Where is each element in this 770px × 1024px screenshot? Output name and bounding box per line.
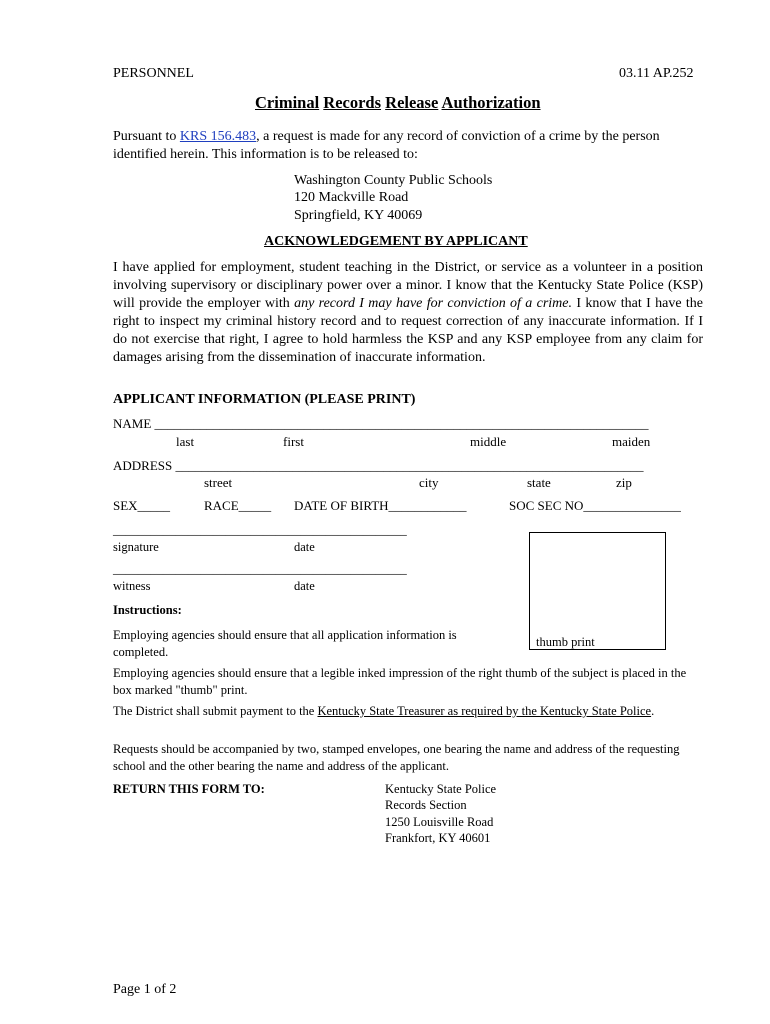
instruction-text: The District shall submit payment to the [113,704,318,718]
release-to-line: Washington County Public Schools [294,173,493,188]
witness-line[interactable]: _______________________________________________ [113,562,407,576]
signature-date-label: date [294,540,315,554]
instruction-paragraph: Employing agencies should ensure that a legible inked impression of the right thumb of the subject is placed in the box marked "thumb" print. [113,666,687,697]
document-title [255,93,541,113]
treasurer-link[interactable]: Kentucky State Treasurer as required by the Kentucky State Police [317,704,652,718]
name-sub-maiden: maiden [612,434,651,449]
address-sub-street: street [204,475,233,490]
intro-text: , a request is made for any record of conviction of a crime by the person [256,129,660,144]
address-sub-zip: zip [616,475,632,490]
release-to-line: 120 Mackville Road [294,190,409,205]
thumb-print-box[interactable] [529,532,666,650]
title-word: Authorization [441,93,541,112]
return-address-line: 1250 Louisville Road [385,815,494,829]
ssn-field[interactable]: SOC SEC NO_______________ [509,498,681,513]
intro-line-1 [113,129,660,145]
witness-label: witness [113,579,151,593]
ack-text: I know that I have the right to inspect my criminal history record and to request correction of any inaccurate information. If I do not exercise that right, I agree to hold harmless the KSP and any KSP employee from any claim for damages arising from the dissemination of inaccurate information. [113,296,703,365]
instruction-paragraph [113,703,703,720]
page-number: Page 1 of 2 [113,982,177,997]
signature-label: signature [113,540,159,554]
return-address-line: Records Section [385,798,467,812]
thumb-print-label: thumb print [536,635,595,649]
instruction-text: . [651,704,655,718]
title-word: Criminal [255,93,320,112]
signature-line[interactable]: _______________________________________________ [113,523,407,537]
ack-text-italic: any record I may have for conviction of a crime. [294,296,572,311]
address-field[interactable]: ADDRESS ________________________________________________________________________ [113,458,644,473]
name-sub-middle: middle [470,434,507,449]
intro-line-2: identified herein. This information is to be released to: [113,147,418,162]
release-to-line: Springfield, KY 40069 [294,208,423,223]
instructions-heading: Instructions: [113,603,182,617]
instruction-paragraph: Employing agencies should ensure that all application information is completed. [113,628,457,659]
return-to-label: RETURN THIS FORM TO: [113,782,265,796]
title-word: Records [323,93,382,112]
applicant-info-heading: APPLICANT INFORMATION (PLEASE PRINT) [113,392,416,407]
address-sub-city: city [419,475,439,490]
ack-text: I have applied for employment, student teaching in the District, or service as a volunteer in a position involving supervisory or disciplinary power over a minor. I know that the Kentucky State Police (KSP) will provide the employer with [113,260,703,311]
krs-link[interactable]: KRS 156.483 [179,129,257,144]
return-address-line: Kentucky State Police [385,782,497,796]
witness-date-label: date [294,579,315,593]
name-sub-last: last [176,434,195,449]
name-sub-first: first [283,434,304,449]
address-sub-state: state [527,475,551,490]
return-address-line: Frankfort, KY 40601 [385,831,491,845]
intro-text: Pursuant to [113,129,180,144]
acknowledgement-paragraph [113,259,703,367]
header-policy-code: 03.11 AP.252 [619,66,694,81]
acknowledgement-heading: ACKNOWLEDGEMENT BY APPLICANT [264,234,528,249]
name-field[interactable]: NAME ____________________________________________________________________________ [113,416,649,431]
instruction-paragraph: Requests should be accompanied by two, stamped envelopes, one bearing the name and address of the requesting school and the other bearing the name and address of the applicant. [113,742,680,773]
title-word: Release [385,93,439,112]
race-field[interactable]: RACE_____ [204,498,272,513]
header-section-label: PERSONNEL [113,66,194,81]
sex-field[interactable]: SEX_____ [113,498,171,513]
dob-field[interactable]: DATE OF BIRTH____________ [294,498,467,513]
